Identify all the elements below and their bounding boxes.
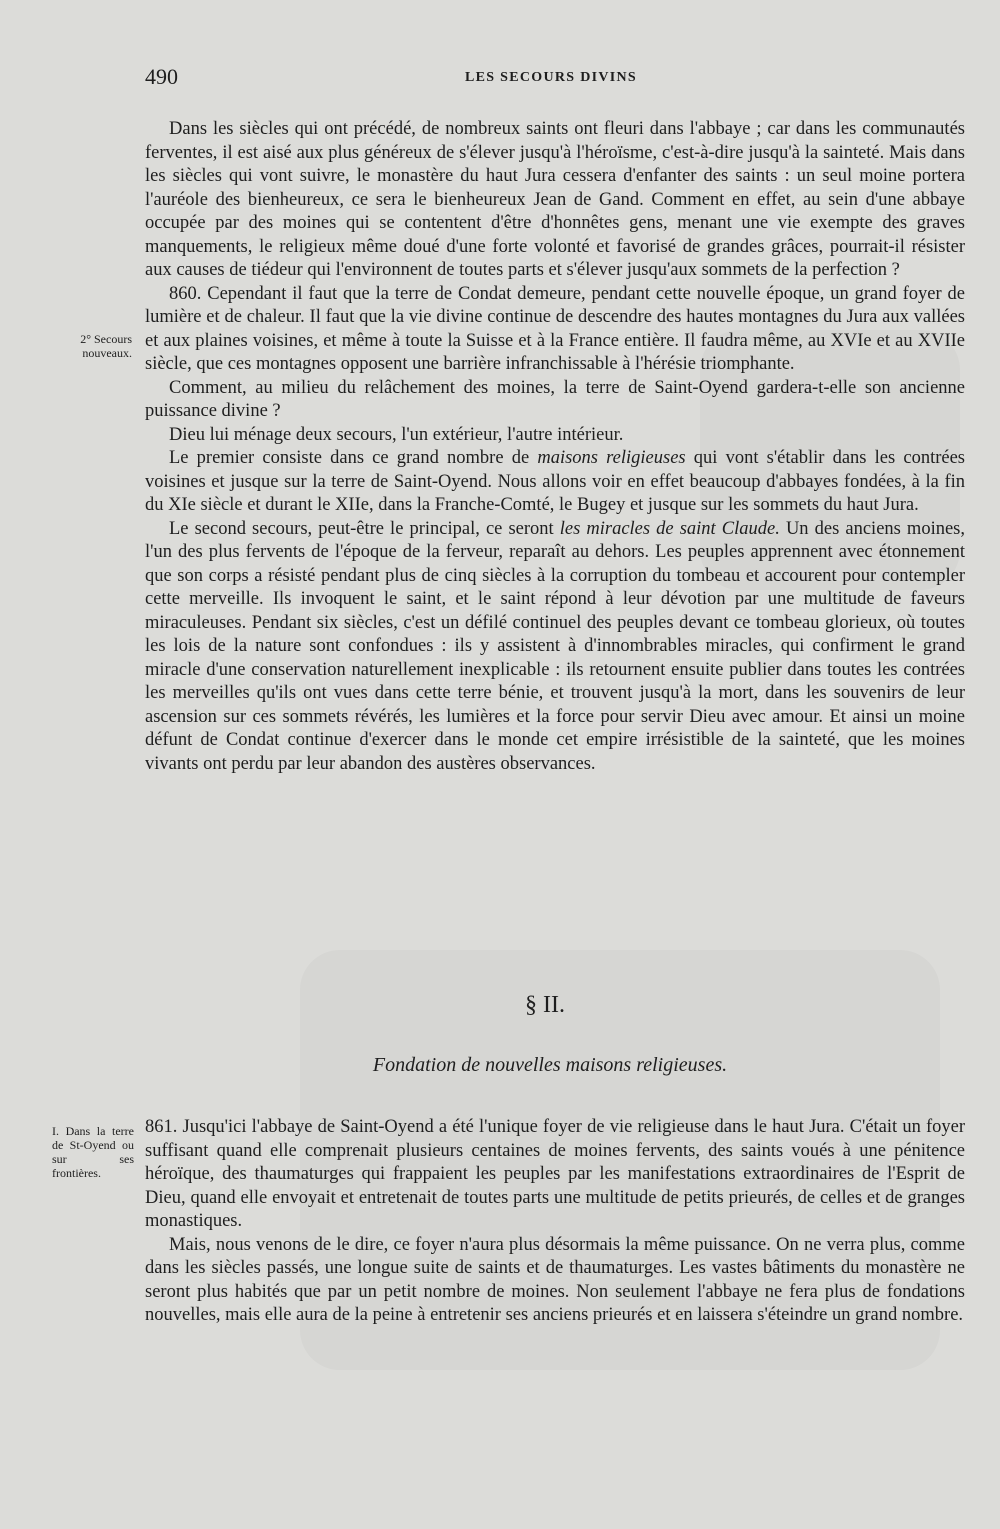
paragraph-text: Le premier consiste dans ce grand nombre de	[169, 448, 538, 468]
paragraph: Dans les siècles qui ont précédé, de nombreux saints ont fleuri dans l'abbaye ; car dans les communautés ferventes, il est aisé aux plus généreux de s'élever jusqu'à l'héroïsme, c'est-à-dire jusqu'à la sainteté. Mais dans les siècles qui vont suivre, le monastère du haut Jura cessera d'enfanter des saints : un seul moine portera l'auréole des bienheureux, ce sera le bienheureux Jean de Gand. Comment en effet, au sein d'une abbaye occupée par des moines qui se contentent d'être d'honnêtes gens, menant une vie exempte des graves manquements, le religieux même doué d'une forte volonté et favorisé de grandes grâces, pourrait-il résister aux causes de tiédeur qui l'environnent de toutes parts et s'élever jusqu'aux sommets de la perfection ?	[145, 119, 965, 280]
italic-phrase: les miracles de saint Claude.	[559, 518, 780, 539]
italic-phrase: maisons religieuses	[537, 448, 686, 468]
paragraph-861: 861. Jusqu'ici l'abbaye de Saint-Oyend a été l'unique foyer de vie religieuse dans le haut Jura. C'était un foyer suffisant quand elle comprenait plusieurs centaines de moines fervents, des saints voués à une pénitence héroïque, des thaumaturges qui frappaient les peuples par les manifestations extraordinaires de l'Esprit de Dieu, quand elle envoyait et entretenait de toutes parts une multitude de petits prieurés, de celles et de granges monastiques.	[145, 1117, 965, 1231]
page-header	[145, 64, 965, 94]
margin-note-terre: I. Dans la terre de St-Oyend ou sur ses frontières.	[52, 1124, 134, 1180]
paragraph	[145, 447, 965, 518]
paragraph-text: qui vont s'établir dans les contrées voisines et jusque sur la terre de Saint-Oyend. Nous allons voir en effet beaucoup d'abbayes fondées, à la fin du XIe siècle et durant le XIIe, dans la Franche-Comté, le Bugey et jusque sur les sommets du haut Jura.	[145, 448, 965, 515]
paragraph-text: Un des anciens moines, l'un des plus fervents de l'époque de la ferveur, reparaît au dehors. Les peuples apprennent avec étonnement que son corps a résisté pendant plus de cinq siècles à la corruption du tombeau et accourent pour contempler cette merveille. Ils invoquent le saint, et le saint répond à leur dévotion par une multitude de faveurs miraculeuses. Pendant six siècles, c'est un défilé continuel des peuples devant ce tombeau glorieux, où toutes les lois de la nature sont confondues : ils y assistent à d'innombrables miracles, qui confirment le grand miracle d'une conservation naturellement inexplicable : ils retournent ensuite publier dans toutes les contrées les merveilles qu'ils ont vues dans cette terre bénie, et trouvent jusqu'à la mort, dans les souvenirs de leur ascension sur ces sommets révérés, les lumières et la force pour servir Dieu avec amour. Et ainsi un moine défunt de Condat continue d'exercer dans le monde cet empire irrésistible de la sainteté, que les moines vivants ont perdu par leur abandon des austères observances.	[145, 518, 965, 774]
paragraph: Mais, nous venons de le dire, ce foyer n'aura plus désormais la même puissance. On ne verra plus, comme dans les siècles passés, une longue suite de saints et de thaumaturges. Les vastes bâtiments du monastère ne seront plus habités que par un petit nombre de moines. Non seulement l'abbaye ne fera plus de fondations nouvelles, mais elle aura de la peine à entretenir ses anciens prieurés et en laissera s'éteindre un grand nombre.	[145, 1234, 965, 1325]
text-block-first	[145, 118, 965, 776]
paragraph-860: 860. Cependant il faut que la terre de Condat demeure, pendant cette nouvelle époque, un grand foyer de lumière et de chaleur. Il faut que la vie divine continue de descendre des hautes montagnes du Jura aux vallées et aux plaines voisines, et même à toute la Suisse et à la France entière. Il faudra même, au XVIe et au XVIIe siècle, que ces montagnes opposent une barrière infranchissable à l'hérésie triomphante.	[145, 283, 965, 374]
paragraph-text: Le second secours, peut-être le principal, ce seront	[169, 518, 560, 539]
margin-note-secours: 2° Secours nouveaux.	[80, 332, 132, 360]
running-title: LES SECOURS DIVINS	[465, 70, 638, 85]
paragraph: Comment, au milieu du relâchement des moines, la terre de Saint-Oyend gardera-t-elle son ancienne puissance divine ?	[145, 377, 965, 421]
section-number: § II.	[525, 992, 565, 1018]
section-title: Fondation de nouvelles maisons religieuses.	[372, 1054, 728, 1076]
text-block-second	[145, 1116, 965, 1328]
paragraph: Dieu lui ménage deux secours, l'un extérieur, l'autre intérieur.	[169, 424, 624, 445]
paragraph	[145, 518, 965, 777]
page-number: 490	[145, 64, 178, 89]
